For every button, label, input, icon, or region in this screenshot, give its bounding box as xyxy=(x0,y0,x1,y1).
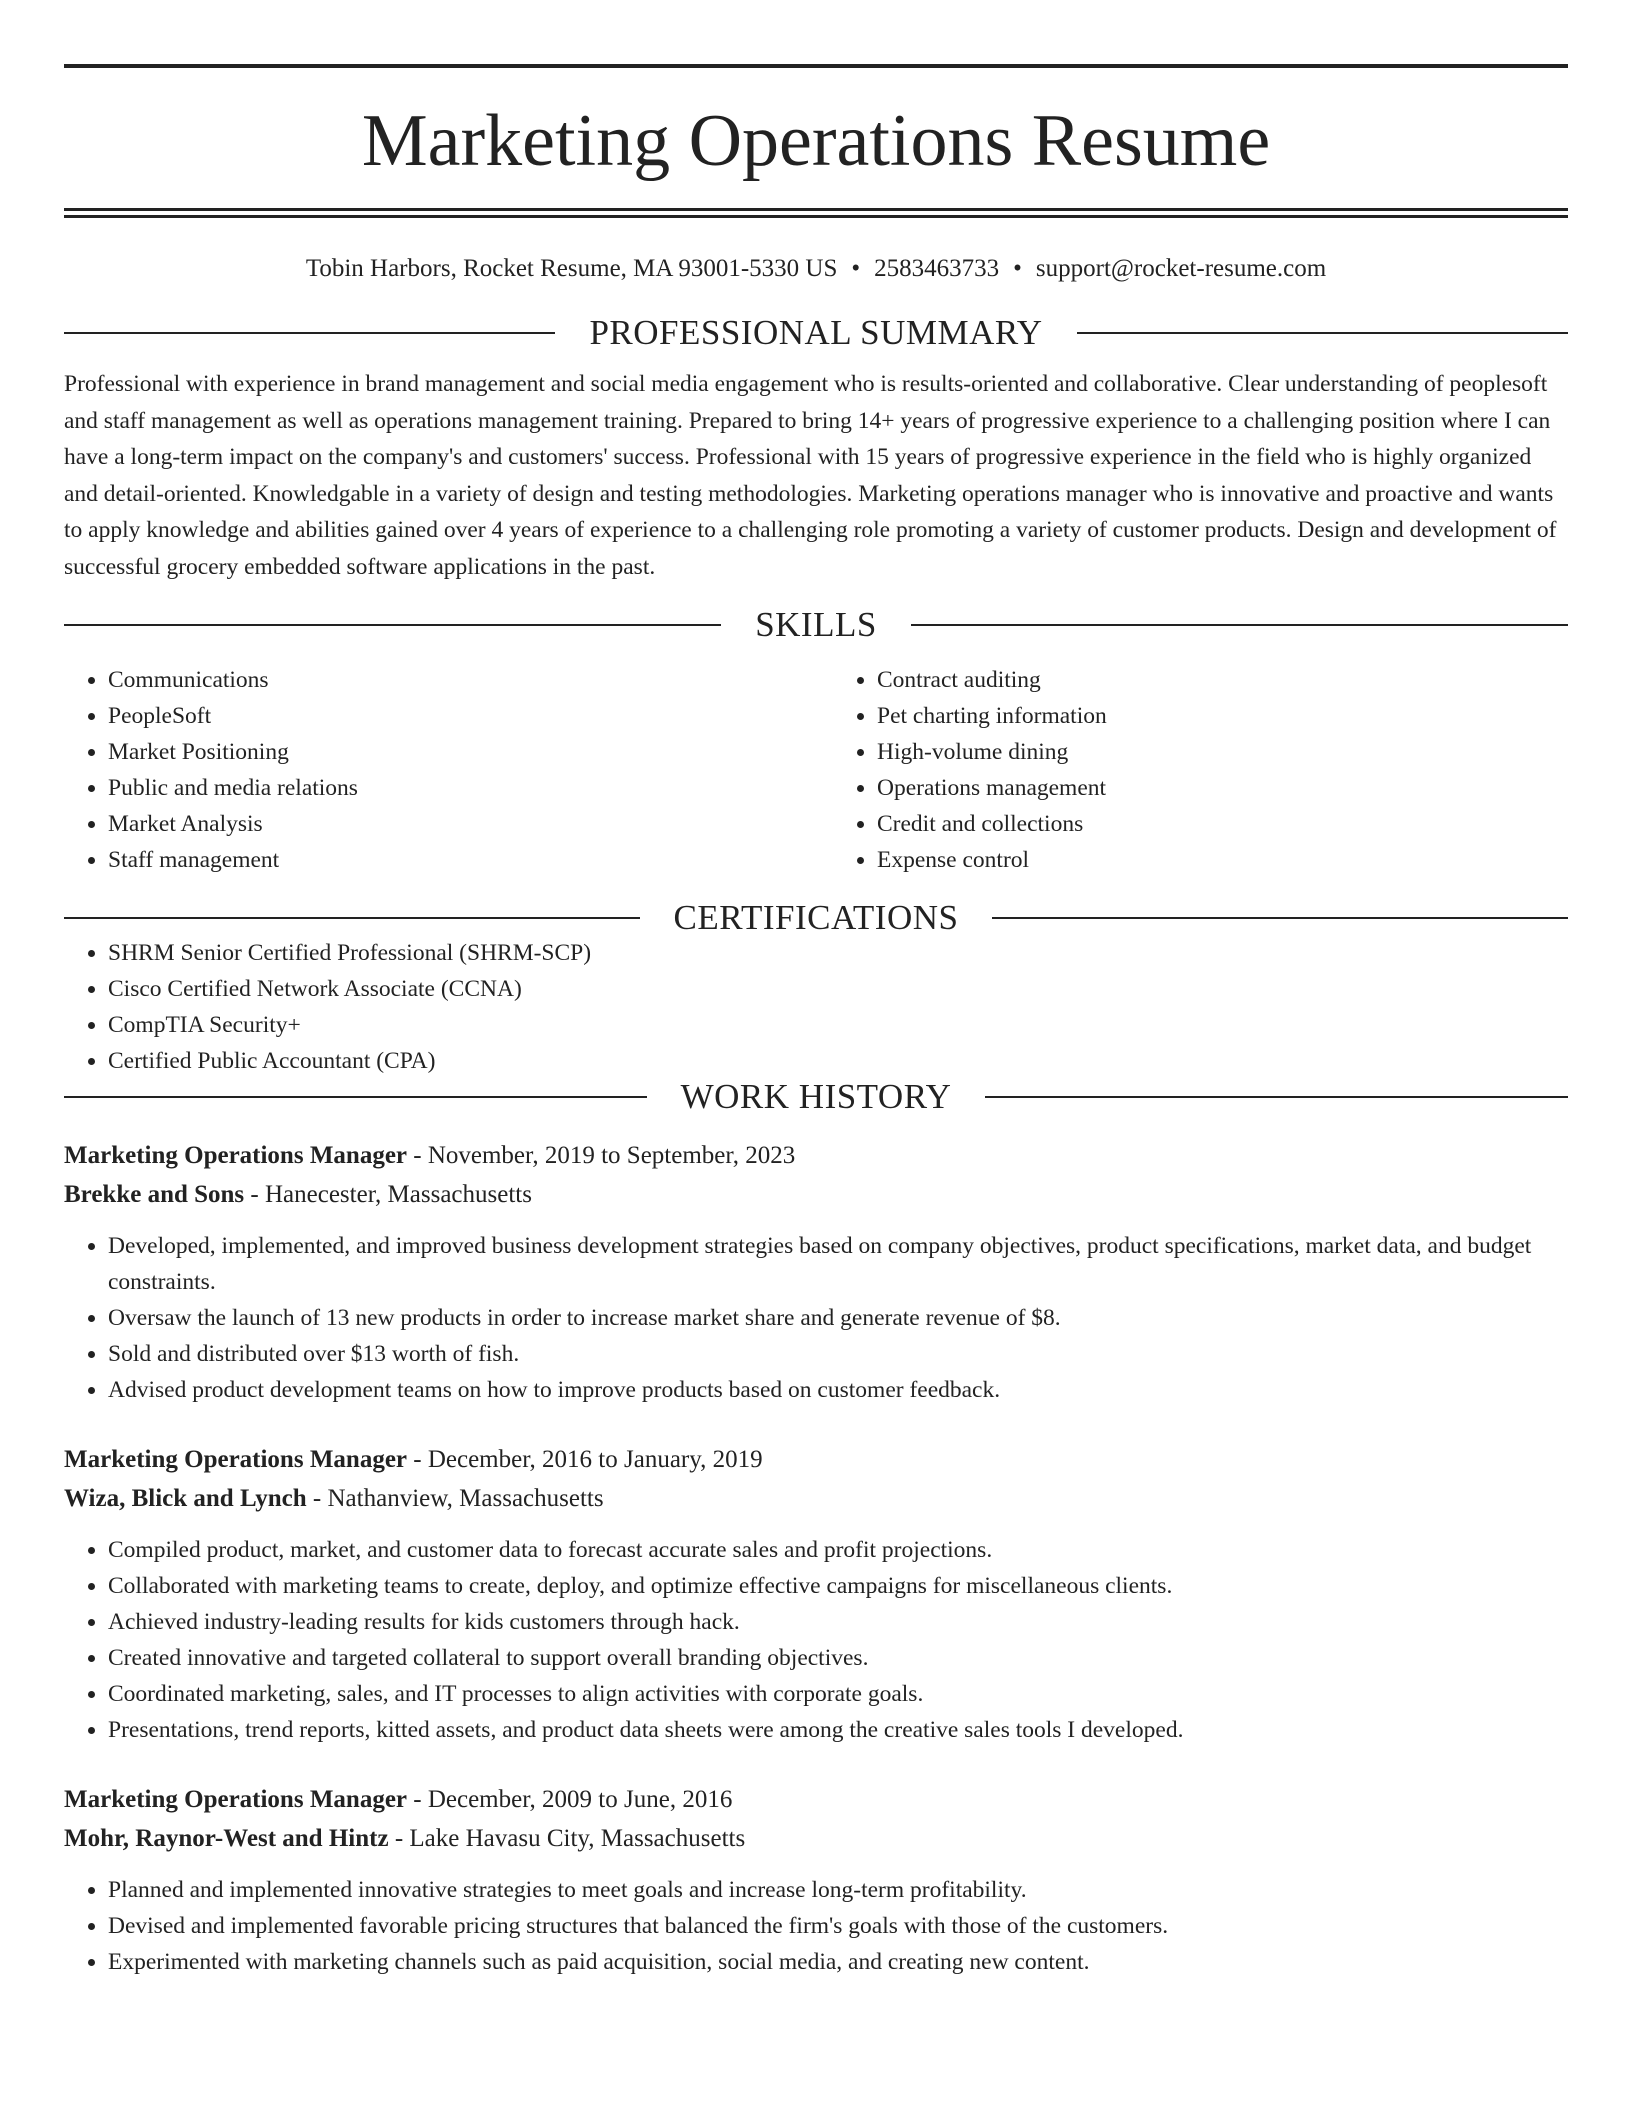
job-bullet: • Compiled product, market, and customer data to forecast accurate sales and profit projections. xyxy=(108,1532,1568,1568)
job-company-line xyxy=(64,1175,1568,1214)
job-entry xyxy=(64,1780,1568,1980)
job-bullet: • Experimented with marketing channels such as paid acquisition, social media, and creating new content. xyxy=(108,1944,1568,1980)
work-history-heading-text: WORK HISTORY xyxy=(680,1077,952,1116)
title-double-rule xyxy=(64,208,1568,218)
skill-item: • Pet charting information xyxy=(877,698,1568,734)
resume-title: Marketing Operations Resume xyxy=(361,100,1271,182)
certification-item: • Cisco Certified Network Associate (CCNA) xyxy=(108,971,1568,1007)
job-bullet: • Achieved industry-leading results for kids customers through hack. xyxy=(108,1604,1568,1640)
skill-item: • Market Analysis xyxy=(108,806,799,842)
contact-email: support@rocket-resume.com xyxy=(1035,255,1327,282)
skill-item: • High-volume dining xyxy=(877,734,1568,770)
job-title-line xyxy=(64,1136,1568,1175)
skill-item: • Expense control xyxy=(877,842,1568,878)
job-dates: - November, 2019 to September, 2023 xyxy=(407,1142,796,1169)
top-rule xyxy=(64,64,1568,68)
job-title-line xyxy=(64,1440,1568,1479)
job-bullet: • Sold and distributed over $13 worth of fish. xyxy=(108,1336,1568,1372)
job-location: - Lake Havasu City, Massachusetts xyxy=(388,1825,746,1852)
skill-item: • Operations management xyxy=(877,770,1568,806)
job-bullet: • Devised and implemented favorable pricing structures that balanced the firm's goals with those of the customers. xyxy=(108,1908,1568,1944)
summary-heading xyxy=(64,315,1568,350)
job-company: Brekke and Sons xyxy=(64,1181,245,1208)
skills-heading-text: SKILLS xyxy=(755,605,877,644)
job-bullet: • Planned and implemented innovative strategies to meet goals and increase long-term profitability. xyxy=(108,1872,1568,1908)
job-bullet: • Advised product development teams on how to improve products based on customer feedback. xyxy=(108,1372,1568,1408)
job-bullet: • Developed, implemented, and improved business development strategies based on company objectives, product specifications, market data, and budget constraints. xyxy=(108,1228,1568,1300)
job-company-line xyxy=(64,1479,1568,1518)
job-bullet: • Created innovative and targeted collateral to support overall branding objectives. xyxy=(108,1640,1568,1676)
job-bullets xyxy=(64,1872,1568,1980)
job-dates: - December, 2009 to June, 2016 xyxy=(407,1786,733,1813)
contact-phone: 2583463733 xyxy=(874,255,1000,282)
skills-list-right xyxy=(799,662,1568,878)
skill-item: • Communications xyxy=(108,662,799,698)
job-dates: - December, 2016 to January, 2019 xyxy=(407,1446,763,1473)
job-company: Mohr, Raynor-West and Hintz xyxy=(64,1825,389,1852)
skill-item: • Contract auditing xyxy=(877,662,1568,698)
certification-item: • SHRM Senior Certified Professional (SHRM-SCP) xyxy=(108,935,1568,971)
summary-text: Professional with experience in brand management and social media engagement who is results-oriented and collaborative. Clear understanding of peoplesoft and staff management as well as operations management training. Prepared to bring 14+ years of progressive experience to a challenging position where I can have a long-term impact on the company's and customers' success. Professional with 15 years of progressive experience in the field who is highly organized and detail-oriented. Knowledgable in a variety of design and testing methodologies. Marketing operations manager who is innovative and proactive and wants to apply knowledge and abilities gained over 4 years of experience to a challenging role promoting a variety of customer products. Design and development of successful grocery embedded software applications in the past. xyxy=(64,371,1557,580)
skills-grid xyxy=(64,662,1568,878)
job-location: - Hanecester, Massachusetts xyxy=(244,1181,532,1208)
job-company: Wiza, Blick and Lynch xyxy=(64,1485,307,1512)
contact-separator: • xyxy=(851,255,861,282)
job-bullets xyxy=(64,1228,1568,1408)
skill-item: • Public and media relations xyxy=(108,770,799,806)
job-location: - Nathanview, Massachusetts xyxy=(306,1485,604,1512)
skills-heading xyxy=(64,607,1568,642)
job-title: Marketing Operations Manager xyxy=(64,1786,408,1813)
skill-item: • Staff management xyxy=(108,842,799,878)
certifications-list xyxy=(64,935,1568,1079)
certification-item: • Certified Public Accountant (CPA) xyxy=(108,1043,1568,1079)
job-entry xyxy=(64,1440,1568,1748)
job-bullet: • Oversaw the launch of 13 new products in order to increase market share and generate revenue of $8. xyxy=(108,1300,1568,1336)
job-bullet: • Presentations, trend reports, kitted assets, and product data sheets were among the creative sales tools I developed. xyxy=(108,1712,1568,1748)
work-history-heading xyxy=(64,1079,1568,1114)
certifications-heading xyxy=(64,900,1568,935)
contact-address: Tobin Harbors, Rocket Resume, MA 93001-5330 US xyxy=(305,255,838,282)
contact-line xyxy=(64,256,1568,281)
contact-separator: • xyxy=(1013,255,1022,282)
job-bullets xyxy=(64,1532,1568,1748)
job-bullet: • Coordinated marketing, sales, and IT processes to align activities with corporate goals. xyxy=(108,1676,1568,1712)
skills-list-left xyxy=(64,662,799,878)
certification-item: • CompTIA Security+ xyxy=(108,1007,1568,1043)
skill-item: • PeopleSoft xyxy=(108,698,799,734)
summary-heading-text: PROFESSIONAL SUMMARY xyxy=(589,313,1043,352)
job-entry xyxy=(64,1136,1568,1408)
skill-item: • Credit and collections xyxy=(877,806,1568,842)
certifications-heading-text: CERTIFICATIONS xyxy=(673,898,959,937)
job-title-line xyxy=(64,1780,1568,1819)
job-company-line xyxy=(64,1819,1568,1858)
job-bullet: • Collaborated with marketing teams to create, deploy, and optimize effective campaigns for miscellaneous clients. xyxy=(108,1568,1568,1604)
skill-item: • Market Positioning xyxy=(108,734,799,770)
job-title: Marketing Operations Manager xyxy=(64,1142,408,1169)
job-title: Marketing Operations Manager xyxy=(64,1446,408,1473)
